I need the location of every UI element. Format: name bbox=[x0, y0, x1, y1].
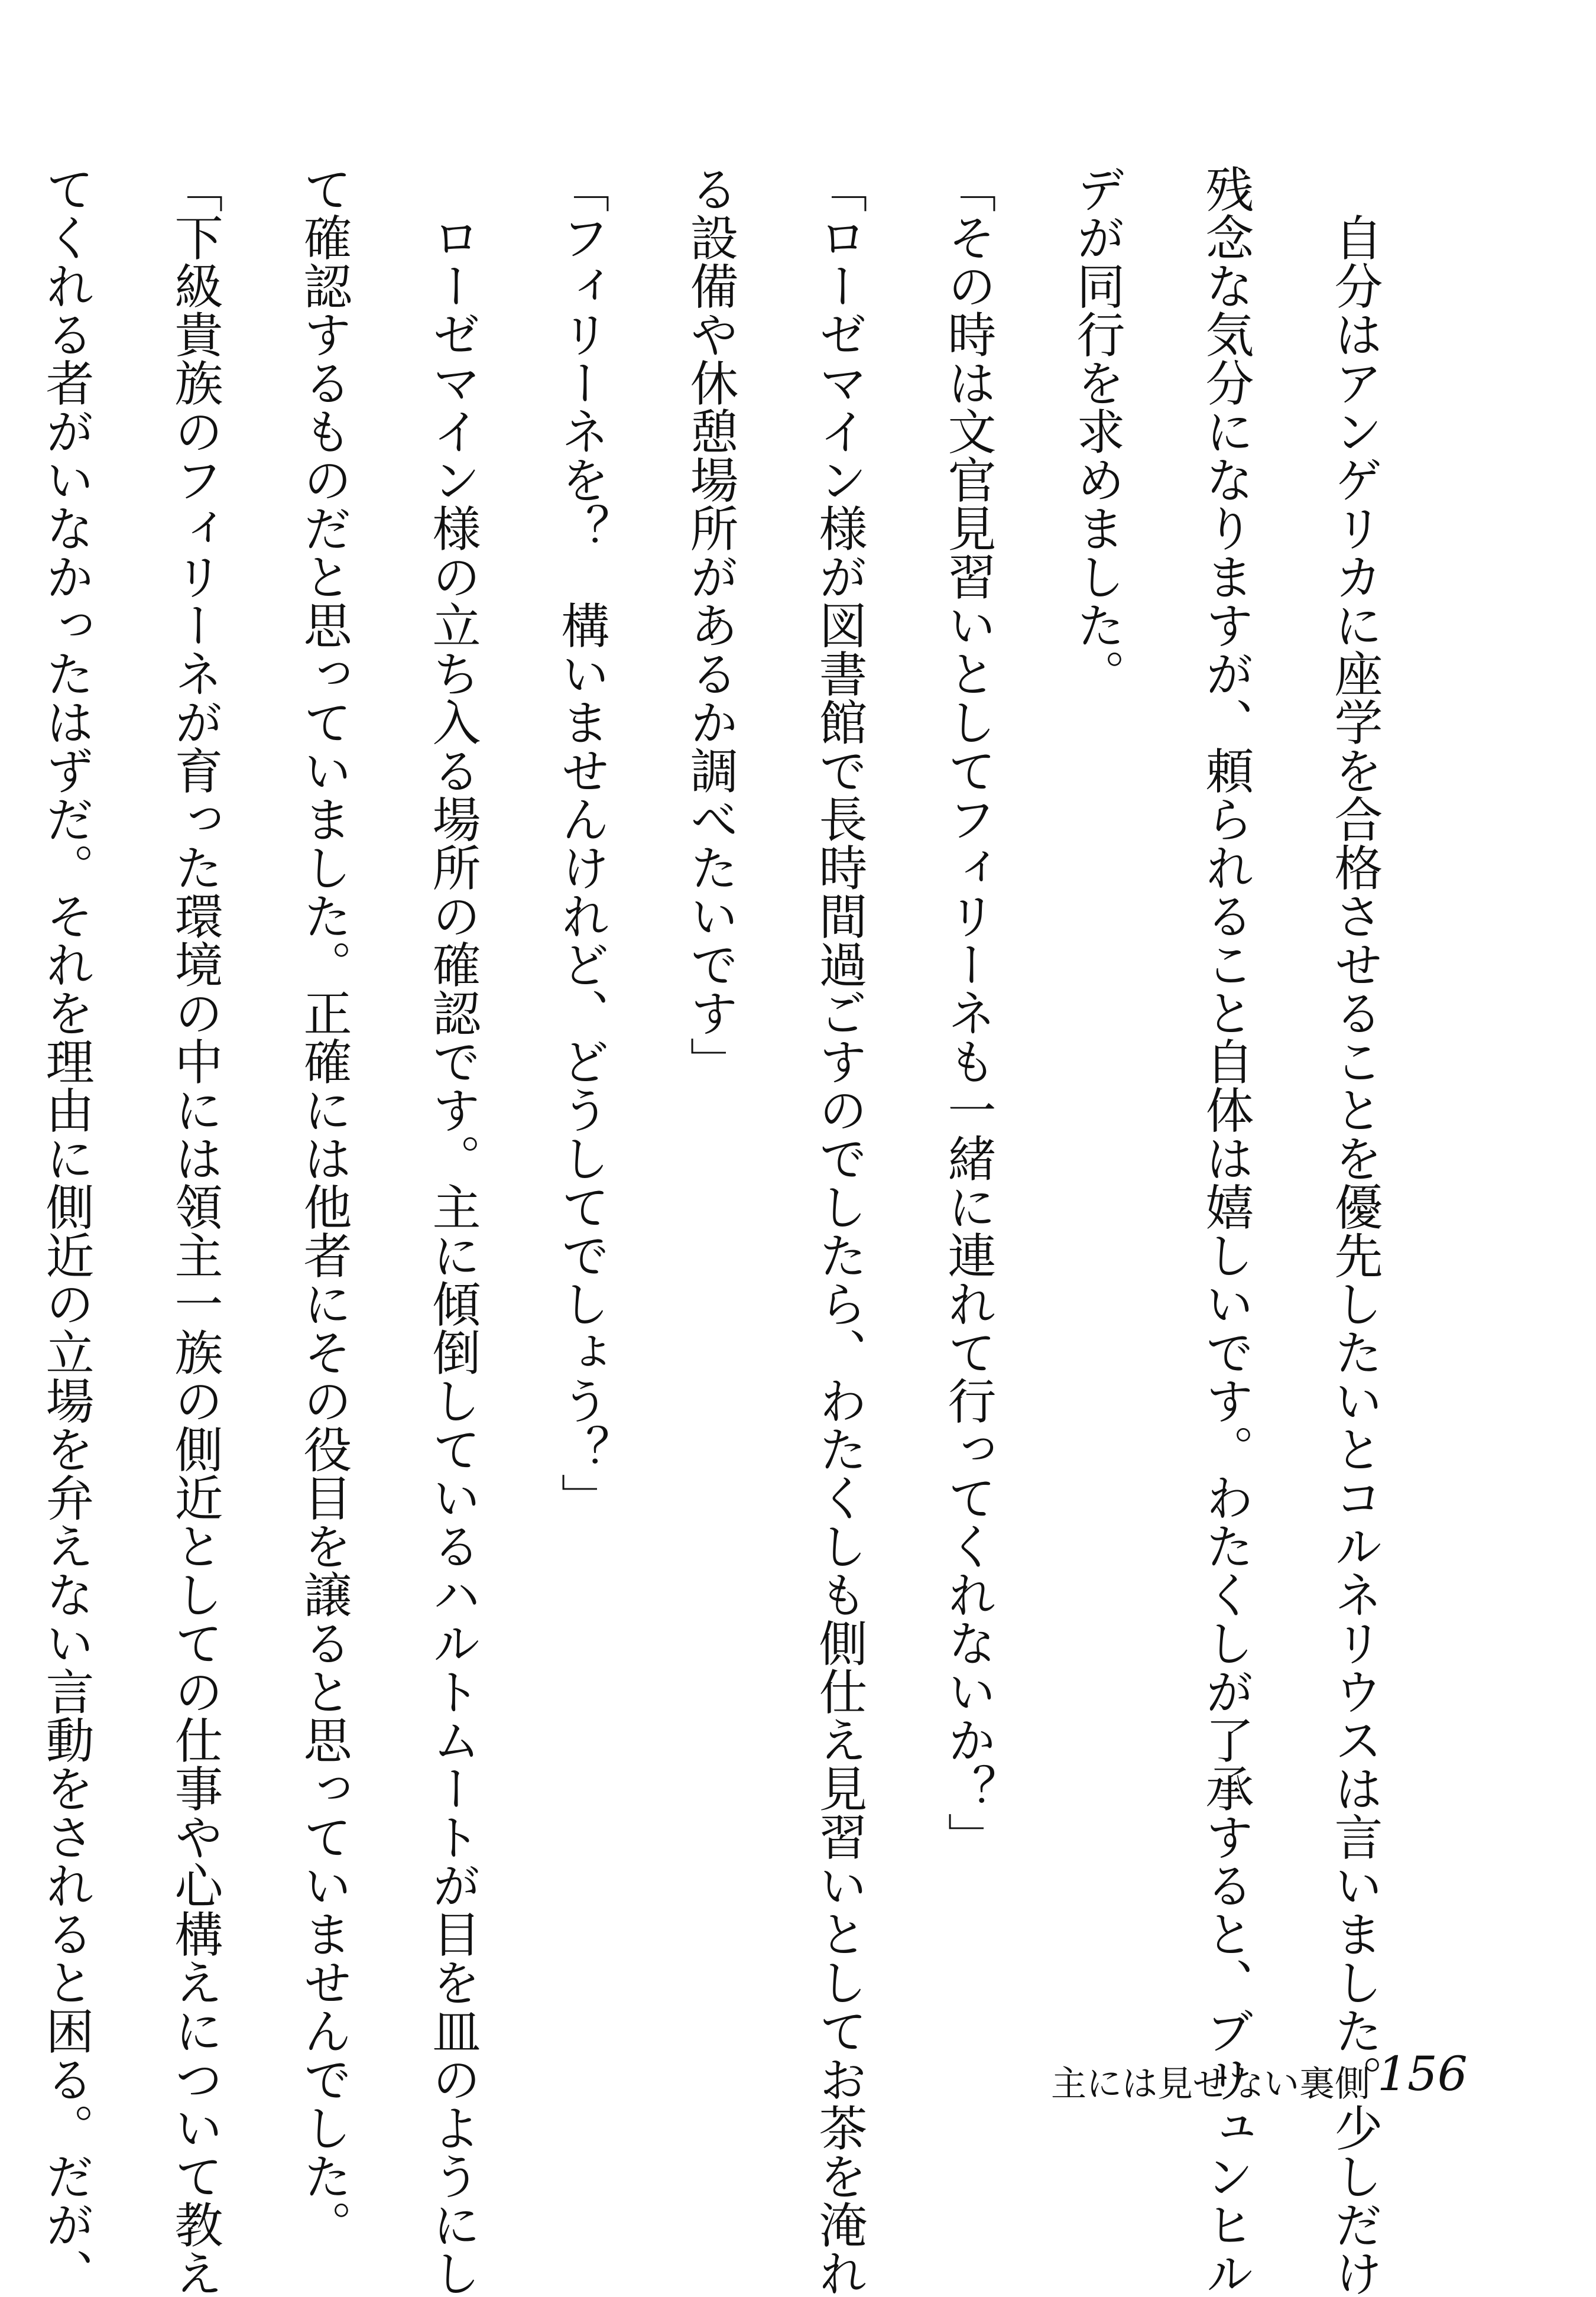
text-line: 「フィリーネを？ 構いませんけれど、どうしてでしょう？」 bbox=[553, 164, 609, 1521]
text-line: 「その時は文官見習いとしてフィリーネも一緒に連れて行ってくれないか？」 bbox=[940, 164, 996, 1861]
text-line: る設備や休憩場所があるか調べたいです」 bbox=[682, 164, 738, 1085]
text-line: 「下級貴族のフィリーネが育った環境の中には領主一族の側近としての仕事や心構えについて教え bbox=[167, 164, 223, 2297]
text-line: てくれる者がいなかったはずだ。それを理由に側近の立場を弁えない言動をされると困る。だが、 bbox=[38, 164, 94, 2297]
text-line: て確認するものだと思っていました。正確には他者にその役目を譲ると思っていませんでした。 bbox=[296, 164, 352, 2249]
text-line: 自分はアンゲリカに座学を合格させることを優先したいとコルネリウスは言いました。少しだけ bbox=[1326, 164, 1383, 2297]
text-line: ローゼマイン様の立ち入る場所の確認です。主に傾倒しているハルトムートが目を皿のようにし bbox=[424, 164, 481, 2297]
page-number: 156 bbox=[1377, 2046, 1468, 2101]
running-footer-title: 主には見せない裏側 bbox=[1051, 2064, 1370, 2105]
text-line: 残念な気分になりますが、頼られること自体は嬉しいです。わたくしが了承すると、ブリュンヒル bbox=[1198, 164, 1254, 2297]
text-line: デが同行を求めました。 bbox=[1069, 164, 1125, 697]
text-line: 「ローゼマイン様が図書館で長時間過ごすのでしたら、わたくしも側仕え見習いとしてお茶を淹れ bbox=[811, 164, 867, 2297]
